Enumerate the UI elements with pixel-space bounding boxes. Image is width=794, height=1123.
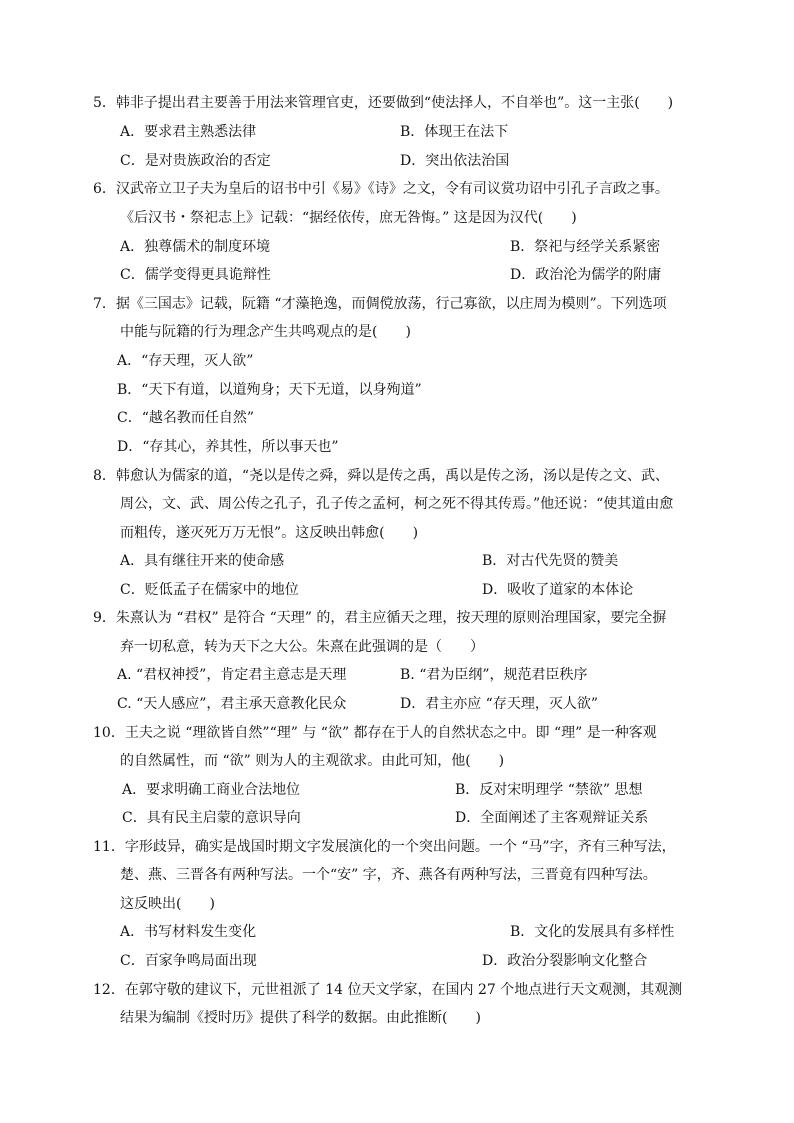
question-9-option-a: A. “君权神授”，肯定君主意志是天理 bbox=[117, 667, 347, 683]
question-6-option-b: B．祭祀与经学关系紧密 bbox=[510, 239, 661, 255]
question-8-option-b: B．对古代先贤的赞美 bbox=[482, 553, 619, 569]
question-7-stem-line-2: 中能与阮籍的行为理念产生共鸣观点的是( ) bbox=[120, 324, 411, 340]
question-11-option-c: C．百家争鸣局面出现 bbox=[120, 953, 257, 969]
question-11-stem-line-2: 楚、燕、三晋各有两种写法。一个“安” 字，齐、燕各有两种写法，三晋竟有四种写法。 bbox=[120, 867, 657, 883]
question-9-stem-line-1: 9．朱熹认为 “君权” 是符合 “天理” 的，君主应循天之理，按天理的原则治理国家，要完全摒 bbox=[93, 610, 667, 626]
question-10-option-d: D．全面阐述了主客观辩证关系 bbox=[455, 810, 649, 826]
question-6-option-c: C．儒学变得更具诡辩性 bbox=[120, 267, 271, 283]
question-10-option-c: C．具有民主启蒙的意识导向 bbox=[122, 810, 301, 826]
question-10-option-b: B．反对宋明理学 “禁欲” 思想 bbox=[455, 782, 643, 798]
question-7-option-a: A．“存天理，灭人欲” bbox=[117, 353, 254, 369]
question-8-stem-line-1: 8．韩愈认为儒家的道，“尧以是传之舜，舜以是传之禹，禹以是传之汤，汤以是传之文、武、 bbox=[93, 468, 670, 484]
question-11-option-a: A．书写材料发生变化 bbox=[120, 924, 257, 940]
question-12-stem-line-1: 12．在郭守敬的建议下，元世祖派了 14 位天文学家，在国内 27 个地点进行天文观测，其观测 bbox=[93, 982, 683, 998]
question-9-option-d: D．君主亦应 “存天理，灭人欲” bbox=[400, 696, 598, 712]
question-5-option-b: B．体现王在法下 bbox=[400, 124, 509, 140]
question-7-option-c: C．“越名教而任自然” bbox=[117, 410, 255, 426]
question-9-stem-line-2: 弃一切私意，转为天下之大公。朱熹在此强调的是（ ） bbox=[120, 639, 484, 655]
question-8-stem-line-3: 而粗传，遂灭死万万无恨”。这反映出韩愈( ) bbox=[120, 525, 419, 541]
question-11-option-b: B．文化的发展具有多样性 bbox=[510, 924, 675, 940]
question-9-option-c: C. “天人感应”，君主承天意教化民众 bbox=[117, 696, 347, 712]
question-10-stem-line-2: 的自然属性，而 “欲” 则为人的主观欲求。由此可知，他( ) bbox=[120, 753, 505, 769]
question-6-stem-line-1: 6．汉武帝立卫子夫为皇后的诏书中引《易》《诗》之文，令有司议赏功诏中引孔子言政之事。 bbox=[93, 181, 669, 197]
question-9-option-b: B. “君为臣纲”，规范君臣秩序 bbox=[400, 667, 588, 683]
question-7-option-d: D．“存其心，养其性，所以事天也” bbox=[117, 439, 339, 455]
question-5-stem: 5．韩非子提出君主要善于用法来管理官吏，还要做到“使法择人，不自举也”。这一主张( ) bbox=[93, 95, 674, 111]
question-6-option-d: D．政治沦为儒学的附庸 bbox=[510, 267, 662, 283]
question-8-option-a: A．具有继往开来的使命感 bbox=[120, 553, 285, 569]
question-5-option-a: A．要求君主熟悉法律 bbox=[120, 124, 257, 140]
question-10-stem-line-1: 10．王夫之说 “理欲皆自然”“理” 与 “欲” 都存在于人的自然状态之中。即 “理” 是一种客观 bbox=[93, 725, 657, 741]
question-8-option-c: C．贬低孟子在儒家中的地位 bbox=[120, 582, 299, 598]
question-11-stem-line-3: 这反映出( ) bbox=[120, 896, 215, 912]
question-7-stem-line-1: 7．据《三国志》记载，阮籍 “才藻艳逸，而倜傥放荡，行己寡欲，以庄周为模则”。下列选项 bbox=[93, 296, 667, 312]
question-5-option-c: C．是对贵族政治的否定 bbox=[120, 153, 271, 169]
question-12-stem-line-2: 结果为编制《授时历》提供了科学的数据。由此推断( ) bbox=[120, 1010, 481, 1026]
question-10-option-a: A．要求明确工商业合法地位 bbox=[122, 782, 301, 798]
question-11-option-d: D．政治分裂影响文化整合 bbox=[482, 953, 648, 969]
question-7-option-b: B．“天下有道，以道殉身；天下无道，以身殉道” bbox=[117, 382, 422, 398]
question-11-stem-line-1: 11．字形歧异，确实是战国时期文字发展演化的一个突出问题。一个 “马”字，齐有三种写法， bbox=[93, 839, 676, 855]
question-8-stem-line-2: 周公，文、武、周公传之孔子，孔子传之孟柯，柯之死不得其传焉。”他还说：“使其道由愈 bbox=[120, 496, 674, 512]
question-5-option-d: D．突出依法治国 bbox=[400, 153, 510, 169]
question-6-stem-line-2: 《后汉书・祭祀志上》记载：“据经依传，庶无咎悔。” 这是因为汉代( ) bbox=[120, 210, 577, 226]
question-8-option-d: D．吸收了道家的本体论 bbox=[482, 582, 634, 598]
question-6-option-a: A．独尊儒术的制度环境 bbox=[120, 239, 271, 255]
